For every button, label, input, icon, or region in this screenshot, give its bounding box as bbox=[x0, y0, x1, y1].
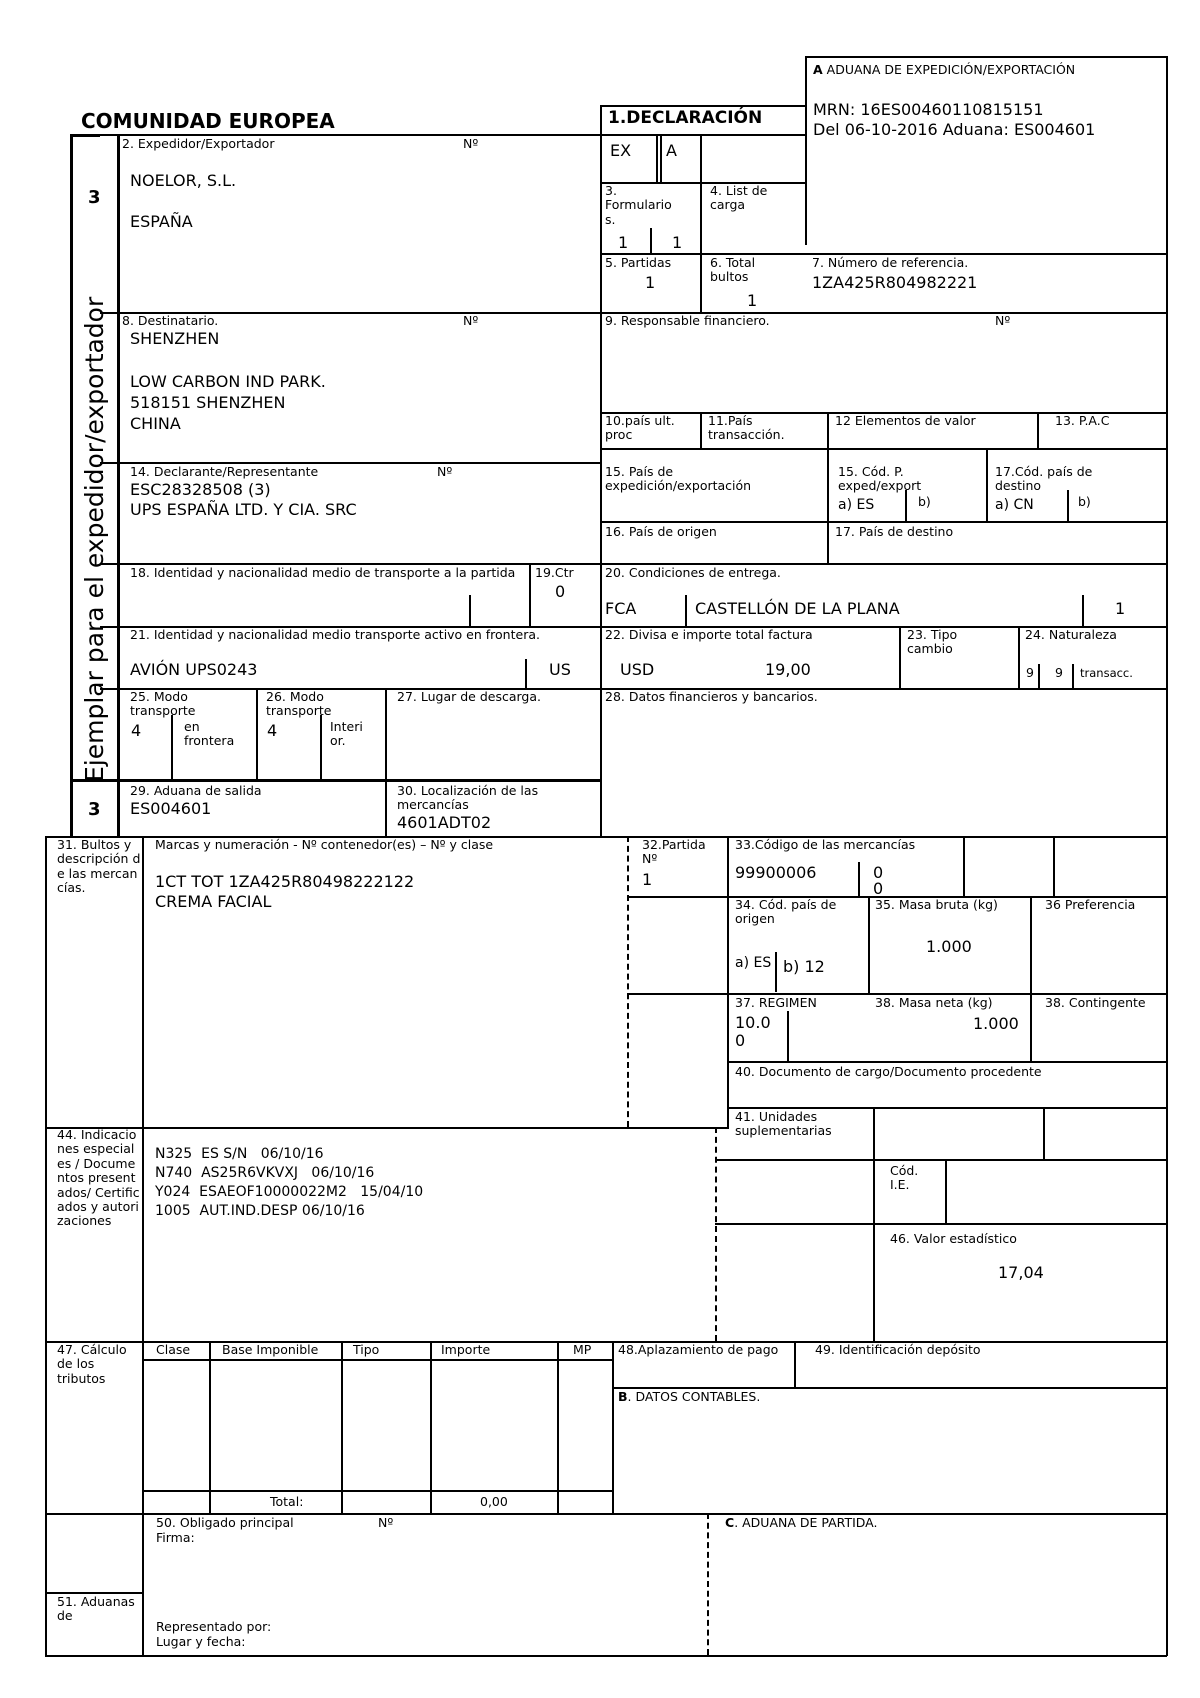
box32-label: 32.Partida Nº bbox=[642, 837, 706, 867]
box15b-label: 15. Cód. P. exped/export bbox=[838, 464, 922, 494]
reference-number: 1ZA425R804982221 bbox=[812, 273, 978, 292]
transport-country: US bbox=[549, 660, 571, 679]
incoterm: FCA bbox=[605, 599, 637, 618]
tax-col-header: Importe bbox=[441, 1342, 491, 1357]
exit-office: ES004601 bbox=[130, 799, 212, 818]
box9-label: 9. Responsable financiero. bbox=[605, 313, 770, 328]
box-ie-label: Cód. I.E. bbox=[890, 1163, 919, 1193]
tax-col-header: Clase bbox=[156, 1342, 191, 1357]
box38b-label: 38. Contingente bbox=[1045, 995, 1146, 1010]
net-mass: 1.000 bbox=[973, 1014, 1019, 1033]
copy-number-bottom: 3 bbox=[88, 799, 101, 820]
box46-label: 46. Valor estadístico bbox=[890, 1231, 1017, 1246]
box14-label: 14. Declarante/Representante bbox=[130, 464, 319, 479]
declaracion-title: 1.DECLARACIÓN bbox=[608, 108, 763, 128]
box26-label-2: transporte bbox=[266, 703, 332, 718]
copy-number-top: 3 bbox=[88, 187, 101, 208]
commodity-code-2: 0 bbox=[873, 863, 884, 882]
box17-label: 17.Cód. país de destino bbox=[995, 464, 1093, 494]
special-mention: 1005 AUT.IND.DESP 06/10/16 bbox=[155, 1203, 365, 1219]
origin-b: b) 12 bbox=[783, 957, 825, 976]
box24-label: 24. Naturaleza bbox=[1025, 627, 1117, 642]
box47-label: 47. Cálculo de los tributos bbox=[57, 1342, 127, 1386]
box44-label: 44. Indicaciones especiales / Documentos presentados/ Certificados y autorizaciones bbox=[57, 1127, 140, 1229]
box2-label: 2. Expedidor/Exportador bbox=[122, 136, 275, 151]
consignee-line: SHENZHEN bbox=[130, 329, 220, 348]
box26-sub: Interi or. bbox=[330, 719, 363, 749]
regime: 10.0 0 bbox=[735, 1013, 771, 1051]
box50-firma: Firma: bbox=[156, 1530, 195, 1545]
box36-label: 36 Preferencia bbox=[1045, 897, 1136, 912]
goods-description: CREMA FACIAL bbox=[155, 892, 272, 911]
consignee-line: 518151 SHENZHEN bbox=[130, 393, 286, 412]
box31-label: 31. Bultos y descripción de las mercancías. bbox=[57, 837, 141, 896]
decl-a: A bbox=[666, 141, 677, 160]
comunidad-title: COMUNIDAD EUROPEA bbox=[81, 109, 335, 133]
gross-mass: 1.000 bbox=[926, 937, 972, 956]
box51-label: 51. Aduanas de bbox=[57, 1594, 135, 1624]
declaration-date-office: Del 06-10-2016 Aduana: ES004601 bbox=[813, 120, 1096, 139]
box30-label: 30. Localización de las mercancías bbox=[397, 783, 539, 813]
box16-label: 16. País de origen bbox=[605, 524, 717, 539]
box21-label: 21. Identidad y nacionalidad medio transporte activo en frontera. bbox=[130, 627, 540, 642]
tax-col-header: Tipo bbox=[353, 1342, 380, 1357]
box17-a: a) CN bbox=[995, 497, 1034, 513]
box15-label: 15. País de expedición/exportación bbox=[605, 464, 752, 494]
box17-b: b) bbox=[1078, 494, 1091, 509]
box26-value: 4 bbox=[267, 721, 278, 740]
box6-value: 1 bbox=[747, 291, 758, 310]
box3-value1: 1 bbox=[618, 233, 629, 252]
tax-total-value: 0,00 bbox=[480, 1494, 508, 1509]
box3-label: 3. Formulario s. bbox=[605, 183, 672, 227]
box27-label: 27. Lugar de descarga. bbox=[397, 689, 541, 704]
box15b-a: a) ES bbox=[838, 497, 875, 513]
box6-label: 6. Total bultos bbox=[710, 255, 756, 285]
box2-no: Nº bbox=[463, 136, 479, 151]
box38-label: 38. Masa neta (kg) bbox=[875, 995, 993, 1010]
box-a-title: ADUANA DE EXPEDICIÓN/EXPORTACIÓN bbox=[826, 62, 1076, 77]
box11-label: 11.País transacción. bbox=[708, 413, 785, 443]
box10-label: 10.país ult. proc bbox=[605, 413, 675, 443]
special-mention: Y024 ESAEOF10000022M2 15/04/10 bbox=[155, 1184, 424, 1200]
consignee-line: LOW CARBON IND PARK. bbox=[130, 372, 326, 391]
decl-ex: EX bbox=[610, 141, 632, 160]
box35-label: 35. Masa bruta (kg) bbox=[875, 897, 998, 912]
box-c-label: . ADUANA DE PARTIDA. bbox=[734, 1515, 878, 1530]
box37-label: 37. REGIMEN bbox=[735, 995, 817, 1010]
box12-label: 12 Elementos de valor bbox=[835, 413, 976, 428]
box13-label: 13. P.A.C bbox=[1055, 413, 1110, 428]
box18-label: 18. Identidad y nacionalidad medio de transporte a la partida bbox=[130, 565, 516, 580]
box25-label-1: 25. Modo bbox=[130, 689, 188, 704]
delivery-place: CASTELLÓN DE LA PLANA bbox=[695, 599, 900, 618]
box50-place-date: Lugar y fecha: bbox=[156, 1634, 246, 1649]
box34-label: 34. Cód. país de origen bbox=[735, 897, 837, 927]
item-number: 1 bbox=[642, 870, 653, 889]
tax-col-header: Base Imponible bbox=[222, 1342, 319, 1357]
box19-label: 19.Ctr bbox=[535, 565, 574, 580]
box4-label: 4. List de carga bbox=[710, 183, 768, 213]
box8-no: Nº bbox=[463, 313, 479, 328]
tax-col-header: MP bbox=[573, 1342, 592, 1357]
box50-no: Nº bbox=[378, 1515, 394, 1530]
currency: USD bbox=[620, 660, 655, 679]
box-b-letter: B bbox=[618, 1389, 628, 1404]
box-c-letter: C bbox=[725, 1515, 735, 1530]
mrn: MRN: 16ES00460110815151 bbox=[813, 100, 1044, 119]
copy-vertical-label: Ejemplar para el expedidor/exportador bbox=[80, 296, 109, 782]
box33-label: 33.Código de las mercancías bbox=[735, 837, 916, 852]
statistical-value: 17,04 bbox=[998, 1263, 1044, 1282]
box15b-b: b) bbox=[918, 494, 931, 509]
box40-label: 40. Documento de cargo/Documento procedente bbox=[735, 1064, 1042, 1079]
box3-value2: 1 bbox=[672, 233, 683, 252]
box8-label: 8. Destinatario. bbox=[122, 313, 219, 328]
commodity-code-3: 0 bbox=[873, 879, 884, 898]
invoice-amount: 19,00 bbox=[765, 660, 811, 679]
declarant-id: ESC28328508 (3) bbox=[130, 480, 271, 499]
box50-label: 50. Obligado principal bbox=[156, 1515, 294, 1530]
box50-represented: Representado por: bbox=[156, 1619, 272, 1634]
special-mention: N325 ES S/N 06/10/16 bbox=[155, 1146, 324, 1162]
transport-id: AVIÓN UPS0243 bbox=[130, 660, 258, 679]
box25-value: 4 bbox=[131, 721, 142, 740]
box5-value: 1 bbox=[645, 273, 656, 292]
box41-label: 41. Unidades suplementarias bbox=[735, 1109, 832, 1139]
origin-a: a) ES bbox=[735, 955, 772, 971]
box20-num: 1 bbox=[1115, 599, 1126, 618]
box-a-letter: A bbox=[813, 62, 823, 77]
box28-label: 28. Datos financieros y bancarios. bbox=[605, 689, 818, 704]
goods-location: 4601ADT02 bbox=[397, 813, 492, 832]
box24-transacc: transacc. bbox=[1080, 666, 1133, 680]
box24-v2: 9 bbox=[1055, 665, 1063, 680]
box25-label-2: transporte bbox=[130, 703, 196, 718]
goods-marks: 1CT TOT 1ZA425R80498222122 bbox=[155, 872, 415, 891]
consignee-line: CHINA bbox=[130, 414, 181, 433]
box48-label: 48.Aplazamiento de pago bbox=[618, 1342, 779, 1357]
commodity-code: 99900006 bbox=[735, 863, 817, 882]
box22-label: 22. Divisa e importe total factura bbox=[605, 627, 813, 642]
special-mention: N740 AS25R6VKVXJ 06/10/16 bbox=[155, 1165, 375, 1181]
box26-label-1: 26. Modo bbox=[266, 689, 324, 704]
box23-label: 23. Tipo cambio bbox=[907, 627, 958, 657]
box5-label: 5. Partidas bbox=[605, 255, 672, 270]
box19-value: 0 bbox=[555, 582, 566, 601]
declarant-name: UPS ESPAÑA LTD. Y CIA. SRC bbox=[130, 500, 357, 519]
box14-no: Nº bbox=[437, 464, 453, 479]
box24-v1: 9 bbox=[1026, 665, 1034, 680]
exporter-name: NOELOR, S.L. bbox=[130, 171, 237, 190]
box-b-label: . DATOS CONTABLES. bbox=[627, 1389, 761, 1404]
box20-label: 20. Condiciones de entrega. bbox=[605, 565, 781, 580]
box49-label: 49. Identificación depósito bbox=[815, 1342, 981, 1357]
box29-label: 29. Aduana de salida bbox=[130, 783, 262, 798]
exporter-country: ESPAÑA bbox=[130, 212, 193, 231]
box7-label: 7. Número de referencia. bbox=[812, 255, 969, 270]
box31-header: Marcas y numeración - Nº contenedor(es) – Nº y clase bbox=[155, 837, 494, 852]
box25-sub: en frontera bbox=[184, 719, 235, 749]
box17b-label: 17. País de destino bbox=[835, 524, 954, 539]
tax-total-label: Total: bbox=[270, 1494, 304, 1509]
box9-no: Nº bbox=[995, 313, 1011, 328]
